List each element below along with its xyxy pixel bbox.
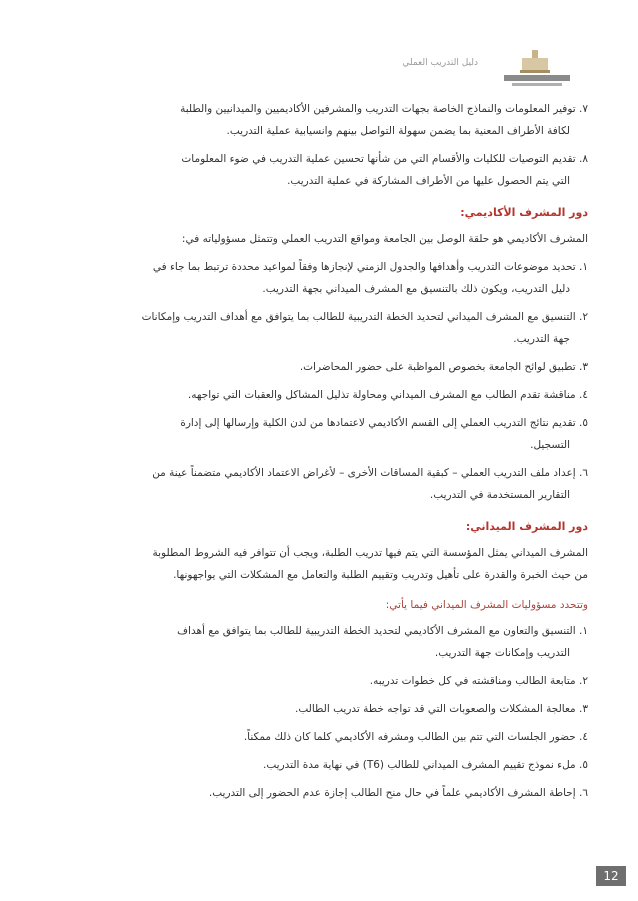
item-text-continued: لكافة الأطراف المعنية بما يضمن سهولة التواصل بينهم وانسيابية عملية التدريب. bbox=[226, 125, 570, 137]
item-text: ٣. معالجة المشكلات والصعوبات التي قد تواجه خطة تدريب الطالب. bbox=[294, 703, 588, 715]
item-text: ٨. تقديم التوصيات للكليات والأقسام التي من شأنها تحسين عملية التدريب في ضوء المعلومات bbox=[181, 153, 588, 165]
academic-intro: المشرف الأكاديمي هو حلقة الوصل بين الجامعة ومواقع التدريب العملي وتتمثل مسؤولياته في: bbox=[181, 233, 588, 245]
university-logo bbox=[492, 44, 582, 92]
item-text-continued: التي يتم الحصول عليها من الأطراف المشاركة في عملية التدريب. bbox=[287, 175, 570, 187]
page-content bbox=[56, 98, 588, 810]
item-text: ٥. تقديم نتائج التدريب العملي إلى القسم الأكاديمي لاعتمادها من لدن الكلية وإرسالها إلى إدارة bbox=[180, 417, 588, 429]
item-text-continued: جهة التدريب. bbox=[513, 333, 570, 345]
field-intro-line: من حيث الخبرة والقدرة على تأهيل وتدريب وتقييم الطلبة والتعامل مع المشكلات التي يواجهونها. bbox=[173, 569, 588, 581]
academic-item bbox=[56, 256, 588, 300]
item-text: ٢. متابعة الطالب ومناقشته في كل خطوات تدريبه. bbox=[369, 675, 588, 687]
academic-item bbox=[56, 462, 588, 506]
item-text: ٤. حضور الجلسات التي تتم بين الطالب ومشرفه الأكاديمي كلما كان ذلك ممكناً. bbox=[243, 731, 588, 743]
item-text: ٦. إعداد ملف التدريب العملي – كبقية المساقات الأخرى – لأغراض الاعتماد الأكاديمي متضمناً عينة من bbox=[152, 467, 588, 479]
field-item bbox=[56, 670, 588, 692]
academic-item bbox=[56, 412, 588, 456]
item-text-continued: التقارير المستخدمة في التدريب. bbox=[429, 489, 570, 501]
page-number: 12 bbox=[596, 866, 626, 886]
academic-supervisor-heading: دور المشرف الأكاديمي: bbox=[460, 206, 588, 219]
academic-item bbox=[56, 384, 588, 406]
item-text: ٢. التنسيق مع المشرف الميداني لتحديد الخطة التدريبية للطالب بما يتوافق مع أهداف التدريب وإمكانات bbox=[141, 311, 588, 323]
item-text: ٣. تطبيق لوائح الجامعة بخصوص المواظبة على حضور المحاضرات. bbox=[299, 361, 588, 373]
field-item bbox=[56, 726, 588, 748]
intro-item bbox=[56, 148, 588, 192]
academic-item bbox=[56, 306, 588, 350]
item-text: ٥. ملء نموذج تقييم المشرف الميداني للطالب (T6) في نهاية مدة التدريب. bbox=[263, 759, 588, 771]
item-text: ٤. مناقشة تقدم الطالب مع المشرف الميداني ومحاولة تذليل المشاكل والعقبات التي تواجهه. bbox=[187, 389, 588, 401]
field-item bbox=[56, 620, 588, 664]
field-item bbox=[56, 698, 588, 720]
item-text-continued: التسجيل. bbox=[530, 439, 570, 451]
item-text: ١. التنسيق والتعاون مع المشرف الأكاديمي لتحديد الخطة التدريبية للطالب بما يتوافق مع أهداف bbox=[177, 625, 588, 637]
item-text: ١. تحديد موضوعات التدريب وأهدافها والجدول الزمني لإنجازها وفقاً لمواعيد محددة ترتبط بما جاء في bbox=[152, 261, 588, 273]
field-intro-line: المشرف الميداني يمثل المؤسسة التي يتم فيها تدريب الطلبة، ويجب أن تتوافر فيه الشروط المطلوبة bbox=[152, 547, 588, 559]
page-header bbox=[342, 44, 582, 94]
field-responsibilities-subheading: وتتحدد مسؤوليات المشرف الميداني فيما يأتي: bbox=[385, 599, 588, 611]
intro-item bbox=[56, 98, 588, 142]
item-text-continued: دليل التدريب، ويكون ذلك بالتنسيق مع المشرف الميداني بجهة التدريب. bbox=[262, 283, 570, 295]
field-item bbox=[56, 782, 588, 804]
field-intro bbox=[56, 542, 588, 586]
guide-title: دليل التدريب العملي bbox=[402, 58, 478, 68]
field-supervisor-heading: دور المشرف الميداني: bbox=[465, 520, 588, 533]
field-item bbox=[56, 754, 588, 776]
item-text: ٧. توفير المعلومات والنماذج الخاصة بجهات التدريب والمشرفين الأكاديميين والميدانيين والطلبة bbox=[180, 103, 588, 115]
item-text: ٦. إحاطة المشرف الأكاديمي علماً في حال منح الطالب إجازة عدم الحضور إلى التدريب. bbox=[208, 787, 588, 799]
item-text-continued: التدريب وإمكانات جهة التدريب. bbox=[434, 647, 570, 659]
academic-item bbox=[56, 356, 588, 378]
